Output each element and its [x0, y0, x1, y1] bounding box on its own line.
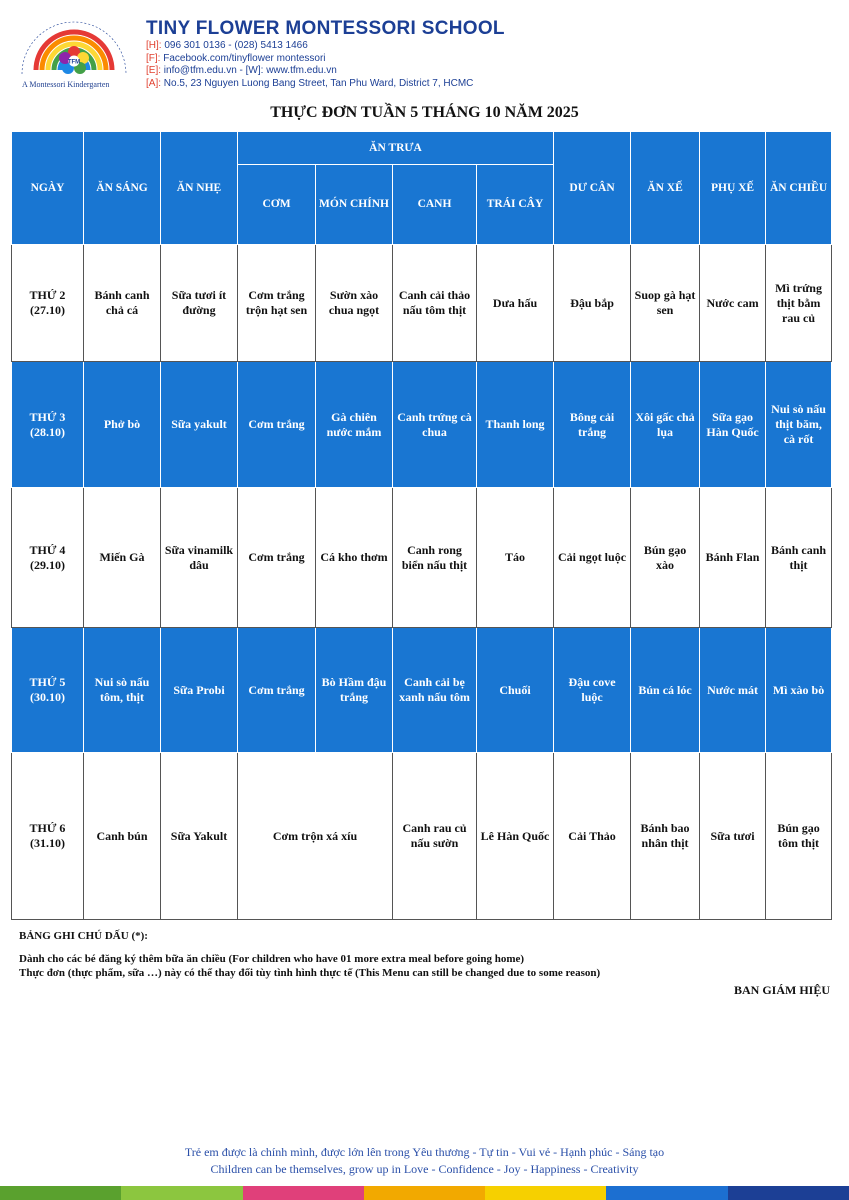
header-day: NGÀY — [12, 132, 84, 245]
rice-cell: Cơm trắng trộn hạt sen — [238, 245, 316, 362]
color-bar-segment — [364, 1186, 485, 1200]
signature-board: BAN GIÁM HIỆU — [733, 983, 830, 997]
school-header — [14, 14, 834, 96]
breakfast-cell: Bánh canh chả cá — [84, 245, 161, 362]
diet-cell: Cải ngọt luộc — [554, 488, 631, 628]
soup-cell: Canh rong biển nấu thịt — [393, 488, 477, 628]
header-soup: CANH — [393, 165, 477, 245]
snack-cell: Sữa Probi — [161, 628, 238, 753]
slogan-english: Children can be themselves, grow up in Love - Confidence - Joy - Happiness - Creativity — [210, 1162, 639, 1176]
header-rice: CƠM — [238, 165, 316, 245]
diet-cell: Bông cải trắng — [554, 362, 631, 488]
side-cell: Nước mát — [700, 628, 766, 753]
header-side: PHỤ XẾ — [700, 132, 766, 245]
day-cell — [12, 245, 84, 362]
rice-cell: Cơm trắng — [238, 628, 316, 753]
breakfast-cell: Nui sò nấu tôm, thịt — [84, 628, 161, 753]
late-snack-cell: Bánh bao nhân thịt — [631, 753, 700, 920]
contact-email-web — [146, 65, 505, 78]
day-cell — [12, 362, 84, 488]
header-fruit: TRÁI CÂY — [477, 165, 554, 245]
table-row — [12, 245, 832, 362]
table-row — [12, 362, 832, 488]
breakfast-cell: Canh bún — [84, 753, 161, 920]
rice-cell: Cơm trắng — [238, 488, 316, 628]
diet-cell: Cải Thảo — [554, 753, 631, 920]
day-date: (28.10) — [30, 424, 65, 439]
afternoon-cell: Mì trứng thịt bằm rau củ — [766, 245, 832, 362]
contact-phone — [146, 40, 505, 53]
header-breakfast: ĂN SÁNG — [84, 132, 161, 245]
afternoon-cell: Mì xào bò — [766, 628, 832, 753]
color-bar-segment — [121, 1186, 242, 1200]
notes-title: BẢNG GHI CHÚ DẤU (*): — [19, 930, 148, 942]
table-row — [12, 628, 832, 753]
contact-address — [146, 78, 505, 91]
color-bar-segment — [728, 1186, 849, 1200]
fruit-cell: Lê Hàn Quốc — [477, 753, 554, 920]
school-info — [146, 18, 505, 90]
logo-center-text: TFM — [67, 59, 81, 66]
contact-text: No.5, 23 Nguyen Luong Bang Street, Tan Phu Ward, District 7, HCMC — [161, 77, 474, 89]
weekly-menu-table — [11, 131, 832, 920]
table-header — [12, 132, 832, 245]
day-label: THỨ 4 — [29, 542, 66, 557]
day-date: (27.10) — [30, 303, 65, 317]
day-label: THỨ 6 — [29, 821, 66, 835]
soup-cell: Canh rau củ nấu sườn — [393, 753, 477, 920]
header-lunch: ĂN TRƯA — [238, 132, 554, 165]
header-snack: ĂN NHẸ — [161, 132, 238, 245]
color-bar-segment — [243, 1186, 364, 1200]
afternoon-cell: Bánh canh thịt — [766, 488, 832, 628]
main-cell: Cá kho thơm — [316, 488, 393, 628]
day-cell — [12, 488, 84, 628]
header-late-snack: ĂN XẾ — [631, 132, 700, 245]
soup-cell: Canh cải bẹ xanh nấu tôm — [393, 628, 477, 753]
contact-tag: [E]: — [146, 65, 162, 76]
header-diet: DƯ CÂN — [554, 132, 631, 245]
fruit-cell: Táo — [477, 488, 554, 628]
main-cell: Gà chiên nước mắm — [316, 362, 393, 488]
day-date: (30.10) — [30, 690, 65, 704]
header-main: MÓN CHÍNH — [316, 165, 393, 245]
contact-text[interactable]: info@tfm.edu.vn - [W]: www.tfm.edu.vn — [161, 65, 337, 76]
fruit-cell: Dưa hấu — [477, 245, 554, 362]
contact-text[interactable]: Facebook.com/tinyflower montessori — [160, 52, 326, 64]
rice-cell: Cơm trắng — [238, 362, 316, 488]
main-cell: Bò Hầm đậu trắng — [316, 628, 393, 753]
header-afternoon: ĂN CHIỀU — [766, 132, 832, 245]
note-line: Thực đơn (thực phẩm, sữa …) này có thể thay đổi tùy tình hình thực tế (This Menu can still be changed due to some reason) — [19, 967, 601, 979]
slogan-vietnamese: Trẻ em được là chính mình, được lớn lên trong Yêu thương - Tự tin - Vui vẻ - Hạnh phúc - Sáng tạo — [184, 1145, 665, 1159]
day-cell — [12, 753, 84, 920]
contact-tag: [H]: — [146, 40, 162, 51]
table-row — [12, 488, 832, 628]
day-date: (31.10) — [30, 836, 65, 850]
fruit-cell: Chuối — [477, 628, 554, 753]
contact-text: 096 301 0136 - (028) 5413 1466 — [161, 40, 308, 51]
school-name: TINY FLOWER MONTESSORI SCHOOL — [146, 18, 505, 39]
day-date: (29.10) — [30, 557, 65, 572]
contact-tag: [A]: — [146, 77, 162, 89]
late-snack-cell: Suop gà hạt sen — [631, 245, 700, 362]
afternoon-cell: Nui sò nấu thịt băm, cà rốt — [766, 362, 832, 488]
day-cell — [12, 628, 84, 753]
afternoon-cell: Bún gạo tôm thịt — [766, 753, 832, 920]
menu-title: THỰC ĐƠN TUẦN 5 THÁNG 10 NĂM 2025 — [270, 104, 579, 121]
late-snack-cell: Bún cá lóc — [631, 628, 700, 753]
late-snack-cell: Xôi gấc chả lụa — [631, 362, 700, 488]
rice-main-cell: Cơm trộn xá xíu — [238, 753, 393, 920]
breakfast-cell: Phở bò — [84, 362, 161, 488]
snack-cell: Sữa tươi ít đường — [161, 245, 238, 362]
contact-facebook — [146, 53, 505, 66]
diet-cell: Đậu bắp — [554, 245, 631, 362]
snack-cell: Sữa yakult — [161, 362, 238, 488]
soup-cell: Canh cải thảo nấu tôm thịt — [393, 245, 477, 362]
note-line: Dành cho các bé đăng ký thêm bữa ăn chiều (For children who have 01 more extra meal before going home) — [19, 953, 525, 965]
logo-caption: A Montessori Kindergarten — [22, 80, 110, 89]
snack-cell: Sữa Yakult — [161, 753, 238, 920]
day-label: THỨ 2 — [29, 288, 66, 302]
diet-cell: Đậu cove luộc — [554, 628, 631, 753]
breakfast-cell: Miến Gà — [84, 488, 161, 628]
side-cell: Sữa tươi — [700, 753, 766, 920]
side-cell: Nước cam — [700, 245, 766, 362]
side-cell: Sữa gạo Hàn Quốc — [700, 362, 766, 488]
footer-color-bar — [0, 1186, 849, 1200]
main-cell: Sườn xào chua ngọt — [316, 245, 393, 362]
color-bar-segment — [0, 1186, 121, 1200]
notes-section — [19, 929, 831, 980]
contact-tag: [F]: — [146, 52, 161, 64]
late-snack-cell: Bún gạo xào — [631, 488, 700, 628]
day-label: THỨ 5 — [29, 675, 66, 689]
soup-cell: Canh trứng cà chua — [393, 362, 477, 488]
color-bar-segment — [606, 1186, 727, 1200]
side-cell: Bánh Flan — [700, 488, 766, 628]
table-row — [12, 753, 832, 920]
fruit-cell: Thanh long — [477, 362, 554, 488]
footer-slogan — [0, 1144, 849, 1178]
day-label: THỨ 3 — [29, 409, 66, 424]
snack-cell: Sữa vinamilk dâu — [161, 488, 238, 628]
color-bar-segment — [485, 1186, 606, 1200]
